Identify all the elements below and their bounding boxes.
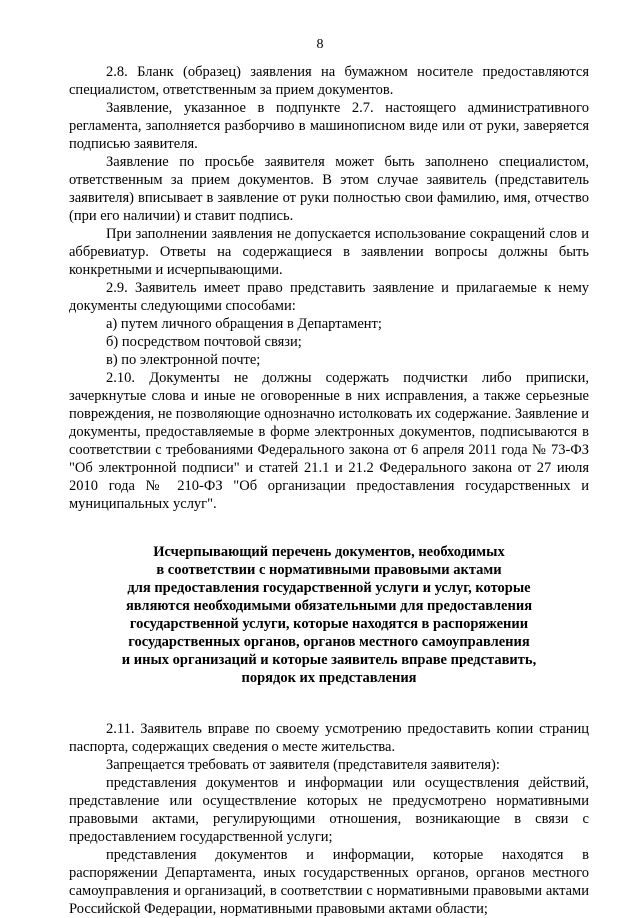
paragraph-prohibited: Запрещается требовать от заявителя (представителя заявителя):	[106, 757, 500, 773]
paragraph-prohibited-item-1: представления документов и информации или осуществления действий, представление или осуществление которых не предусмотрено нормативными правовыми актами, регулирующими отношения, возникающие в связи с предоставлением государственной услуги;	[69, 775, 589, 845]
heading-line: для предоставления государственной услуги и услуг, которые	[127, 580, 531, 596]
page-number: 8	[316, 37, 324, 52]
paragraph-2-11: 2.11. Заявитель вправе по своему усмотрению предоставить копии страниц паспорта, содержащих сведения о месте жительства.	[69, 721, 589, 755]
section-heading	[69, 543, 589, 687]
heading-line: и иных организаций и которые заявитель вправе представить,	[121, 652, 537, 668]
heading-line: порядок их представления	[241, 670, 417, 686]
paragraph-2-8: 2.8. Бланк (образец) заявления на бумажном носителе предоставляются специалистом, ответственным за прием документов.	[69, 64, 589, 98]
heading-line: государственной услуги, которые находятся в распоряжении	[129, 616, 529, 632]
paragraph-no-abbreviations: При заполнении заявления не допускается использование сокращений слов и аббревиатур. Ответы на содержащиеся в заявлении вопросы должны быть конкретными и исчерпывающими.	[69, 226, 589, 278]
paragraph-2-9: 2.9. Заявитель имеет право представить заявление и прилагаемые к нему документы следующими способами:	[69, 280, 589, 314]
document-body	[69, 63, 589, 918]
list-item-v: в) по электронной почте;	[106, 352, 261, 368]
paragraph-2-10: 2.10. Документы не должны содержать подчистки либо приписки, зачеркнутые слова и иные не оговоренные в них исправления, а также серьезные повреждения, не позволяющие однозначно истолковать их содержание. Заявление и документы, предоставляемые в форме электронных документов, подписываются в соответствии с требованиями Федерального закона от 6 апреля 2011 года № 73-ФЗ "Об электронной подписи" и статей 21.1 и 21.2 Федерального закона от 27 июля 2010 года № 210-ФЗ "Об организации предоставления государственных и муниципальных услуг".	[69, 370, 589, 512]
paragraph-specialist-filling: Заявление по просьбе заявителя может быть заполнено специалистом, ответственным за прием документов. В этом случае заявитель (представитель заявителя) вписывает в заявление от руки полностью свои фамилию, имя, отчество (при его наличии) и ставит подпись.	[69, 154, 589, 224]
list-item-a: а) путем личного обращения в Департамент;	[106, 316, 382, 332]
heading-line: Исчерпывающий перечень документов, необходимых	[153, 544, 505, 560]
heading-line: в соответствии с нормативными правовыми актами	[156, 562, 502, 578]
list-item-b: б) посредством почтовой связи;	[106, 334, 302, 350]
paragraph-statement-filling: Заявление, указанное в подпункте 2.7. настоящего административного регламента, заполняется разборчиво в машинописном виде или от руки, заверяется подписью заявителя.	[69, 100, 589, 152]
paragraph-prohibited-item-2: представления документов и информации, которые находятся в распоряжении Департамента, иных государственных органов, органов местного самоуправления и организаций, в соответствии с нормативными правовыми актами Российской Федерации, нормативными правовыми актами области;	[69, 847, 589, 917]
heading-line: являются необходимыми обязательными для предоставления	[125, 598, 533, 614]
heading-line: государственных органов, органов местного самоуправления	[128, 634, 530, 650]
